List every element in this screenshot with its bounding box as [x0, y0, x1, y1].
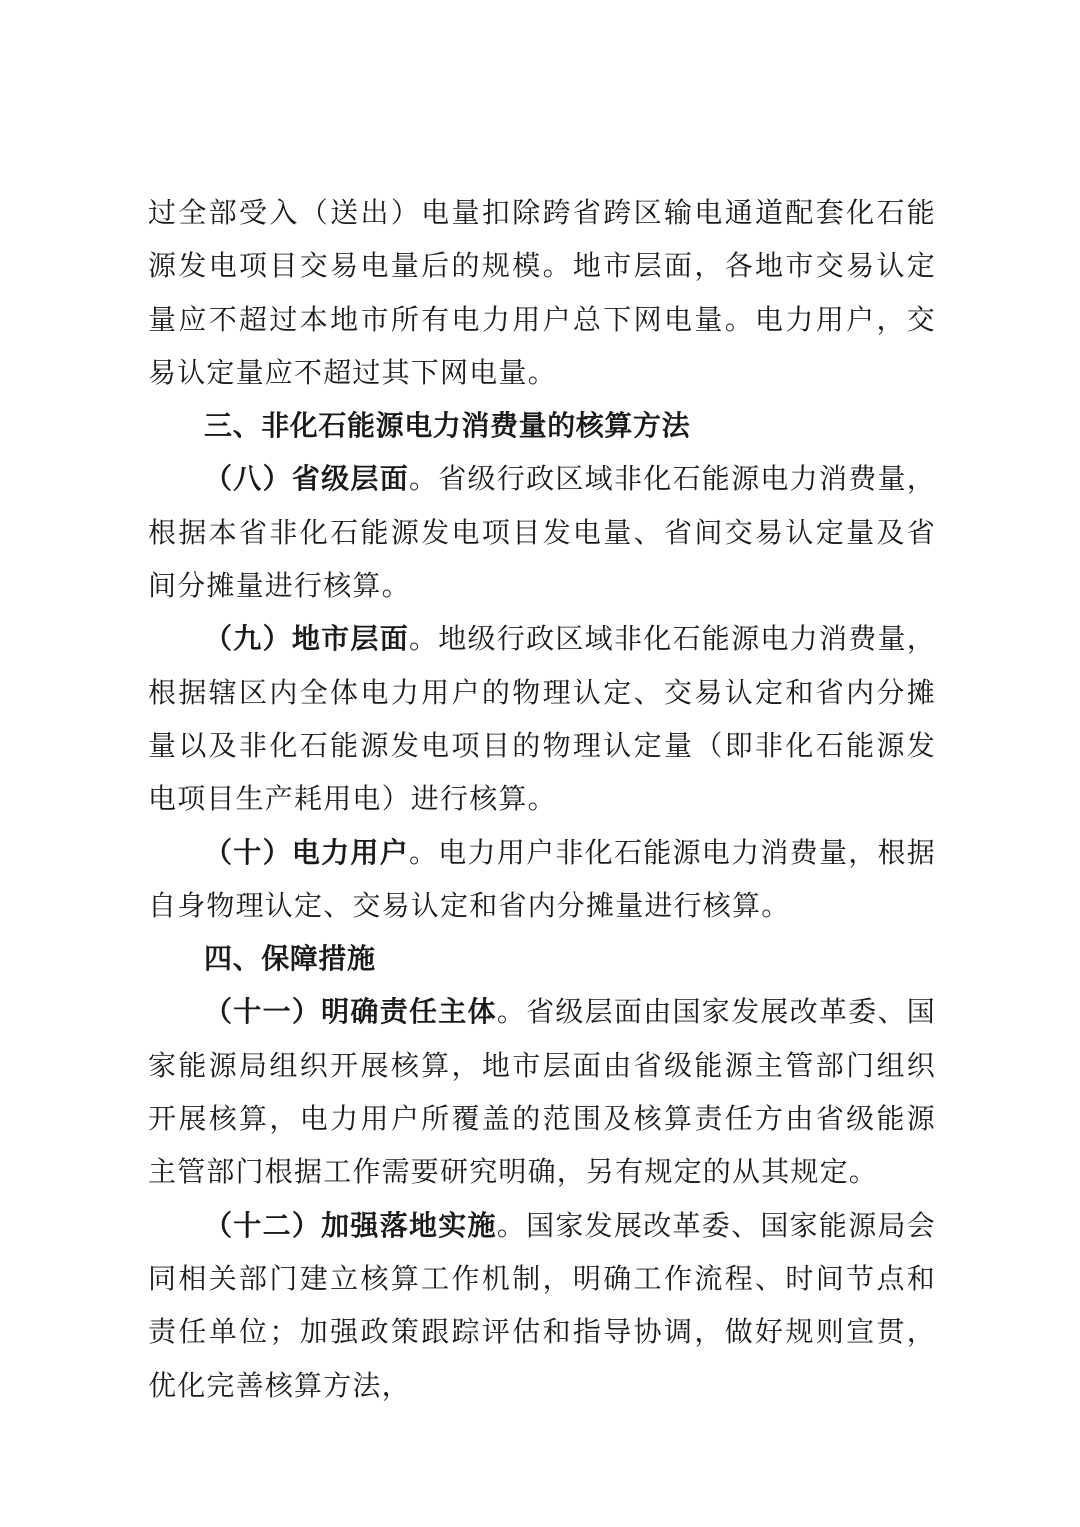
item-12-lead: （十二）加强落地实施	[204, 1208, 497, 1242]
paragraph-item-12	[148, 1199, 936, 1412]
item-8-lead: （八）省级层面	[204, 462, 409, 496]
item-8-body: 。省级行政区域非化石能源电力消费量，根据本省非化石能源发电项目发电量、省间交易认定量及省间分摊量进行核算。	[148, 462, 936, 603]
paragraph-item-10	[148, 826, 936, 933]
section-heading-3	[148, 399, 936, 452]
item-9-body: 。地级行政区域非化石能源电力消费量，根据辖区内全体电力用户的物理认定、交易认定和省内分摊量以及非化石能源发电项目的物理认定量（即非化石能源发电项目生产耗用电）进行核算。	[148, 622, 936, 816]
paragraph-continued-text: 过全部受入（送出）电量扣除跨省跨区输电通道配套化石能源发电项目交易电量后的规模。地市层面，各地市交易认定量应不超过本地市所有电力用户总下网电量。电力用户，交易认定量应不超过其下网电量。	[148, 196, 936, 389]
item-11-lead: （十一）明确责任主体	[204, 995, 497, 1029]
paragraph-item-11	[148, 985, 936, 1198]
section-heading-4-text: 四、保障措施	[204, 942, 376, 976]
section-heading-3-text: 三、非化石能源电力消费量的核算方法	[204, 409, 691, 443]
paragraph-continued	[148, 186, 936, 399]
item-10-body: 。电力用户非化石能源电力消费量，根据自身物理认定、交易认定和省内分摊量进行核算。	[148, 835, 936, 922]
document-body	[148, 186, 936, 1412]
item-11-body: 。省级层面由国家发展改革委、国家能源局组织开展核算，地市层面由省级能源主管部门组织开展核算，电力用户所覆盖的范围及核算责任方由省级能源主管部门根据工作需要研究明确，另有规定的从其规定。	[148, 995, 936, 1189]
item-9-lead: （九）地市层面	[204, 622, 409, 656]
item-12-body: 。国家发展改革委、国家能源局会同相关部门建立核算工作机制，明确工作流程、时间节点和责任单位；加强政策跟踪评估和指导协调，做好规则宣贯，优化完善核算方法，	[148, 1208, 936, 1402]
section-heading-4	[148, 932, 936, 985]
paragraph-item-8	[148, 452, 936, 612]
item-10-lead: （十）电力用户	[204, 835, 409, 869]
paragraph-item-9	[148, 612, 936, 825]
